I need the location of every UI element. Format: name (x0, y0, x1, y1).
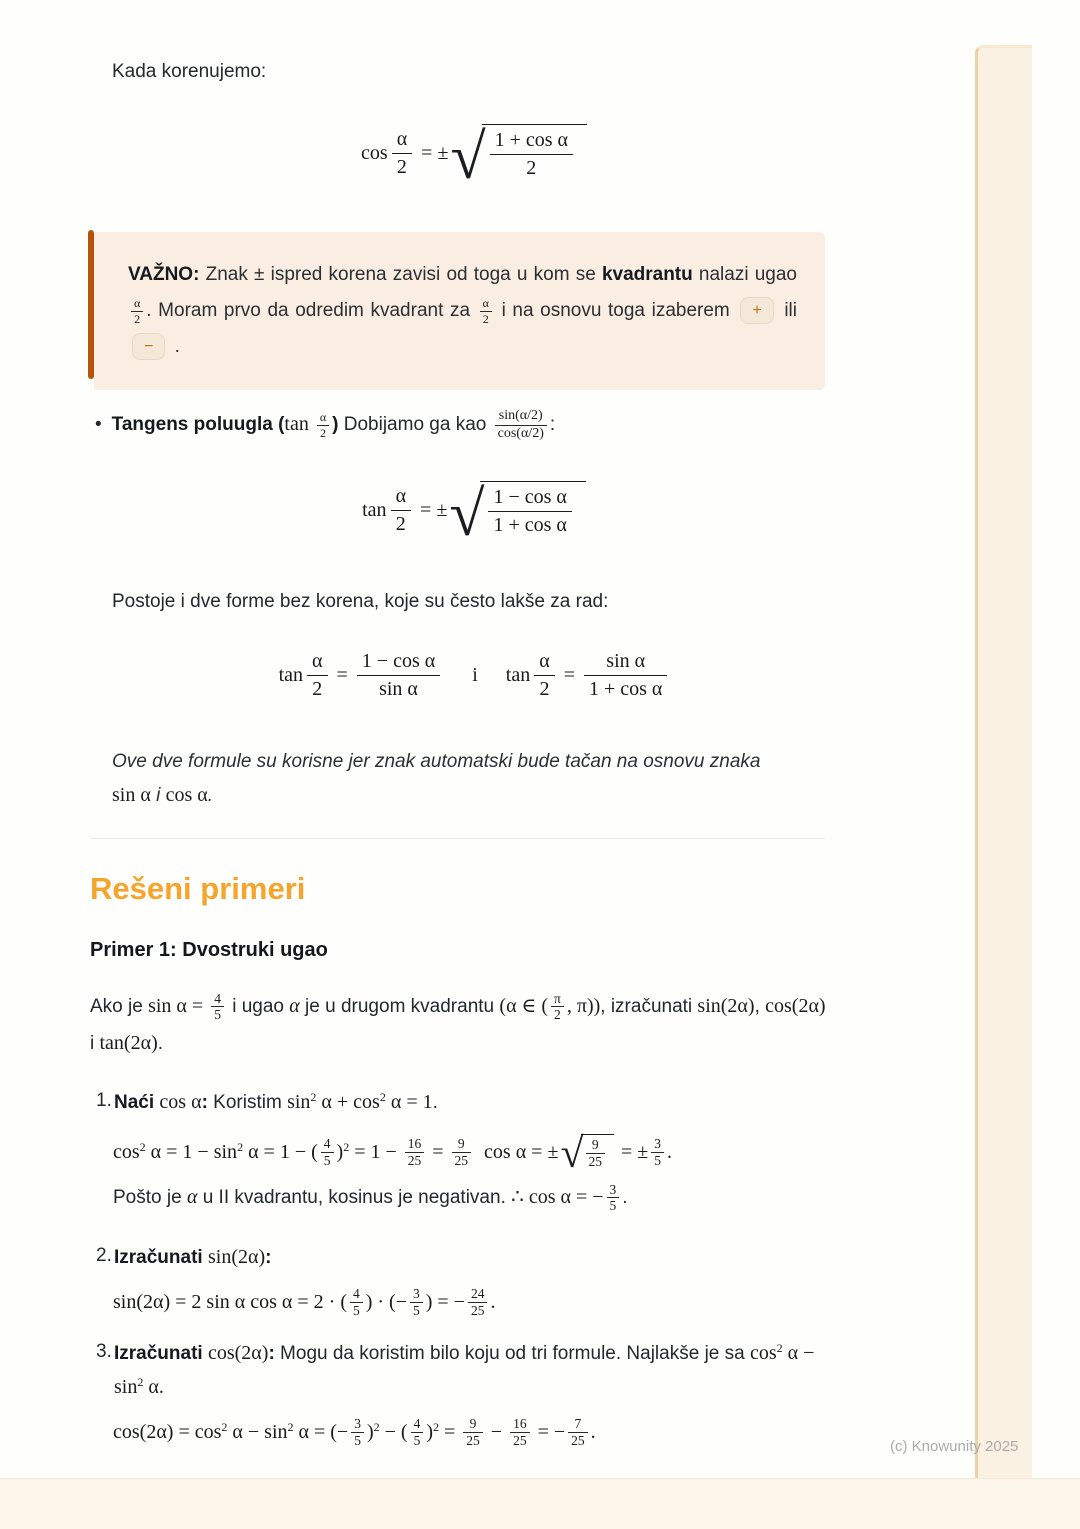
fraction: $\frac{7}{25}$ (568, 1416, 588, 1449)
fraction: $\frac{9}{25}$ (452, 1136, 472, 1169)
function-name: tan (278, 663, 304, 686)
minus-sign-chip: − (132, 333, 165, 360)
square-root (449, 477, 586, 549)
fraction: 4 5 (350, 1286, 363, 1319)
radicand-fraction: 9 25 (586, 1137, 606, 1170)
cos-half-angle-formula (125, 118, 825, 192)
pi-over-2-fraction: $\frac{\pi}{2}$ (551, 991, 564, 1024)
step-number: 2. (96, 1245, 112, 1266)
sin-over-cos-fraction: $\frac{\sin(\alpha/2)}{\cos(\alpha/2)}$ (495, 408, 547, 442)
fraction: $\frac{\text{1 − cos α}}{\text{sin α}}$ (357, 649, 440, 702)
fraction: $\frac{16}{25}$ (405, 1136, 425, 1169)
fraction: 4 5 (411, 1416, 424, 1449)
two-forms-intro: Postoje i dve forme bez korena, koje su često lakše za rad: (112, 591, 609, 612)
fraction: $\frac{3}{5}$ (410, 1286, 423, 1319)
page-gap-strip (0, 1478, 1080, 1529)
copyright-footer: (c) Knowunity 2025 (890, 1438, 1019, 1455)
bullet-marker: • (95, 414, 102, 436)
fraction: $\frac{3}{5}$ (651, 1136, 664, 1169)
fraction: 4 5 (321, 1136, 334, 1169)
fraction: $\frac{24}{25}$ (468, 1286, 488, 1319)
equals-plus-minus: = ± (416, 141, 449, 164)
intro-text: Kada korenujemo: (112, 61, 267, 82)
alpha-over-2-fraction: $\frac{\alpha}{2}$ (480, 296, 492, 325)
alpha-over-2-fraction: $\frac{\alpha}{2}$ (391, 484, 411, 537)
function-name: tan (505, 663, 531, 686)
step-1-note: Pošto je α u II kvadrantu, kosinus je negativan. ∴ cos α = − $\frac{3}{5}$ . (113, 1181, 628, 1214)
three-fifths-fraction: $\frac{3}{5}$ (607, 1182, 620, 1215)
tan-two-forms-formula: tan $\frac{\alpha}{2}$ = $\frac{\text{1 − cos α}}{\text{sin α}}$ i tan $\frac{\alpha}{2}$ = $\frac{\text{sin α}}{\text{1 + cos α}}$ (125, 642, 825, 708)
alpha-over-2-fraction: $\frac{\alpha}{2}$ (307, 649, 327, 702)
fraction: $\frac{3}{5}$ (351, 1416, 364, 1449)
alpha-over-2-fraction: $\frac{\alpha}{2}$ (534, 649, 554, 702)
section-title: Rešeni primeri (90, 871, 306, 906)
radicand-fraction: 1 + cos α 2 (490, 128, 573, 181)
tangent-half-angle-bullet: • Tangens poluugla (tan $\frac{\alpha}{2}$ ) Dobijamo ga kao $\frac{\sin(\alpha/2)}{\cos(\alpha/2)}$ : (95, 408, 556, 441)
step-3: 3. Izračunati cos(2α): Mogu da koristim bilo koju od tri formule. Najlakše je sa $\cos^2 \alpha - \sin^2 \alpha$. (96, 1336, 828, 1405)
radical-sign: √ (450, 120, 486, 192)
square-root (560, 1130, 614, 1177)
step-number: 1. (96, 1090, 112, 1111)
sign-note: Ove dve formule su korisne jer znak automatski bude tačan na osnovu znaka sin α i cos α. (112, 751, 761, 807)
fraction: $\frac{9}{25}$ (463, 1416, 483, 1449)
fraction: $\frac{\text{sin α}}{\text{1 + cos α}}$ (584, 649, 667, 702)
step-1-formula: $\cos^2 \alpha = 1 - \sin^2 \alpha = 1$ − ( 4 5 )$^2$ = 1 − $\frac{16}{25}$ = $\frac{9}{25}$ cos α = ± √ 9 25 = ± $\frac{3}{5}$ . (113, 1130, 673, 1177)
radical-sign: √ (449, 477, 485, 549)
next-page-edge-stripe (975, 45, 1032, 1478)
four-fifths-fraction: $\frac{4}{5}$ (211, 991, 224, 1024)
step-1: 1. Naći cos α: Koristim $\sin^2 \alpha + \cos^2 \alpha = 1$. (96, 1085, 826, 1119)
function-name: tan (362, 498, 387, 521)
step-3-formula: $\cos(2\alpha) = \cos^2 \alpha - \sin^2 \alpha$ = (− $\frac{3}{5}$ )$^2$ − ( 4 5 )$^2$ = $\frac{9}{25}$ − $\frac{16}{25}$ = − $\frac{7}{25}$ . (113, 1415, 596, 1448)
and-separator: i (472, 663, 478, 686)
step-2: 2. Izračunati sin(2α): (96, 1240, 826, 1274)
example-title: Primer 1: Dvostruki ugao (90, 939, 328, 961)
alpha-over-2-fraction: $\frac{\alpha}{2}$ (392, 127, 412, 180)
function-name: cos (361, 141, 388, 164)
problem-statement: Ako je sin α = $\frac{4}{5}$ i ugao α je u drugom kvadrantu (α ∈ ( $\frac{\pi}{2}$ , π)), izračunati sin(2α), cos(2α) i tan(2α). (90, 990, 826, 1054)
section-divider (90, 838, 825, 839)
square-root (450, 120, 587, 192)
plus-sign-chip: + (740, 297, 773, 324)
step-number: 3. (96, 1341, 112, 1362)
fraction: $\frac{16}{25}$ (510, 1416, 530, 1449)
important-callout: VAŽNO: Znak ± ispred korena zavisi od toga u kom se kvadrantu nalazi ugao $\frac{\alpha}{2}$ . Moram prvo da odredim kvadrant za $\frac{\alpha}{2}$ i na osnovu toga izaberem + ili − . (94, 232, 825, 390)
step-2-formula: sin(2α) = 2 sin α cos α = 2 · ( 4 5 ) · (− $\frac{3}{5}$ ) = − $\frac{24}{25}$ . (113, 1285, 496, 1318)
alpha-over-2-fraction: $\frac{\alpha}{2}$ (317, 410, 329, 439)
radical-sign: √ (560, 1130, 584, 1177)
radicand-fraction: 1 − cos α 1 + cos α (488, 485, 571, 538)
callout-label: VAŽNO: (128, 264, 200, 285)
equals-plus-minus: = ± (415, 498, 448, 521)
tan-half-angle-formula (125, 475, 825, 549)
alpha-over-2-fraction: $\frac{\alpha}{2}$ (131, 296, 143, 325)
